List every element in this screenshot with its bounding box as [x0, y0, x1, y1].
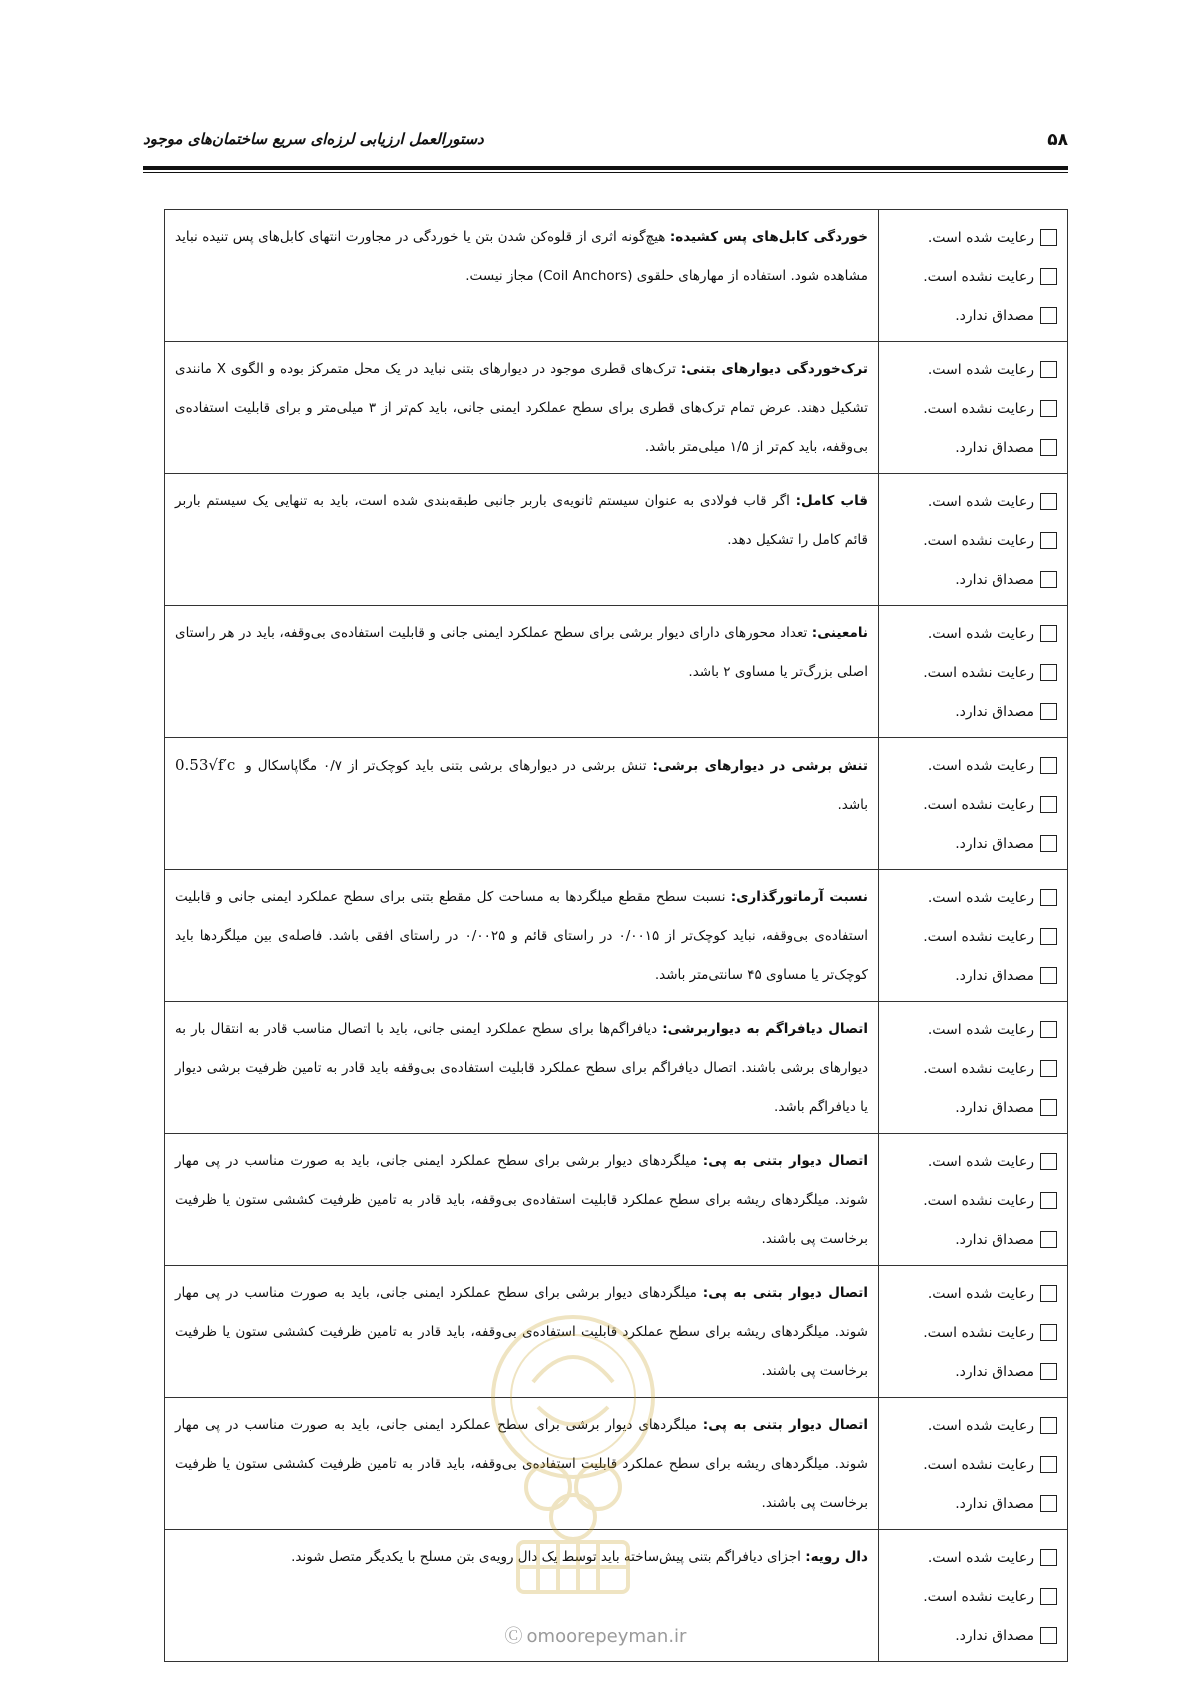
option-not-applicable[interactable]: مصداق ندارد.: [887, 296, 1057, 335]
options-cell: [879, 1398, 1068, 1530]
item-body: نسبت سطح مقطع میلگردها به مساحت کل مقطع بتنی برای سطح عملکرد ایمنی جانی و قابلیت استفاده‌ی بی‌وقفه، نباید کوچک‌تر از ۰/۰۰۱۵ در راستای قائم و ۰/۰۰۲۵ در راستای افقی باشد. فاصله‌ی بین میلگردها باید کوچک‌تر یا مساوی ۴۵ سانتی‌متر باشد.: [175, 889, 869, 983]
option-not-applicable[interactable]: مصداق ندارد.: [887, 428, 1057, 467]
item-body: اگر قاب فولادی به عنوان سیستم ثانویه‌ی باربر جانبی طبقه‌بندی شده است، باید به تنهایی یک سیستم باربر قائم کامل را تشکیل دهد.: [175, 493, 868, 548]
content-cell: [165, 342, 879, 474]
item-title: ترک‌خوردگی دیوارهای بتنی:: [680, 361, 868, 377]
option-complied[interactable]: رعایت شده است.: [887, 1142, 1057, 1181]
checkbox-icon[interactable]: [1040, 703, 1057, 720]
option-not-complied[interactable]: رعایت نشده است.: [887, 917, 1057, 956]
checklist-row: [165, 1398, 1068, 1530]
checklist-row: [165, 342, 1068, 474]
item-body: میلگردهای دیوار برشی برای سطح عملکرد ایمنی جانی، باید به صورت مناسب در پی مهار شوند. میلگردهای ریشه برای سطح عملکرد قابلیت استفاده‌ی بی‌وقفه، باید قادر به تامین ظرفیت کششی ستون یا ظرفیت برخاست پی باشند.: [175, 1285, 868, 1379]
content-cell: [165, 1002, 879, 1134]
option-not-applicable[interactable]: مصداق ندارد.: [887, 692, 1057, 731]
checklist-row: [165, 1134, 1068, 1266]
item-body: دیافراگم‌ها برای سطح عملکرد ایمنی جانی، باید با اتصال مناسب قادر به انتقال بار به دیوارهای برشی باشند. اتصال دیافراگم برای سطح عملکرد قابلیت استفاده‌ی بی‌وقفه باید قادر به تامین ظرفیت برشی دیوار یا دیافراگم باشد.: [175, 1021, 868, 1115]
checkbox-icon[interactable]: [1040, 268, 1057, 285]
option-not-complied[interactable]: رعایت نشده است.: [887, 257, 1057, 296]
content-cell: [165, 1266, 879, 1398]
item-body: تعداد محورهای دارای دیوار برشی برای سطح عملکرد ایمنی جانی و قابلیت استفاده‌ی بی‌وقفه، باید در هر راستای اصلی بزرگ‌تر یا مساوی ۲ باشد.: [175, 625, 868, 680]
option-not-complied[interactable]: رعایت نشده است.: [887, 785, 1057, 824]
option-not-complied[interactable]: رعایت نشده است.: [887, 1181, 1057, 1220]
checkbox-icon[interactable]: [1040, 1231, 1057, 1248]
checkbox-icon[interactable]: [1040, 571, 1057, 588]
footer-website-text: omoorepeyman.ir: [526, 1626, 687, 1647]
item-body: تنش برشی در دیوارهای برشی بتنی باید کوچک‌تر از ۰/۷ مگاپاسکال و: [245, 758, 653, 774]
checkbox-icon[interactable]: [1040, 889, 1057, 906]
checkbox-icon[interactable]: [1040, 757, 1057, 774]
item-title: نامعینی:: [811, 625, 868, 641]
checkbox-icon[interactable]: [1040, 1324, 1057, 1341]
checkbox-icon[interactable]: [1040, 1192, 1057, 1209]
checklist-row: [165, 870, 1068, 1002]
item-text: [175, 218, 868, 296]
checkbox-icon[interactable]: [1040, 1285, 1057, 1302]
item-title: نسبت آرماتورگذاری:: [730, 889, 868, 905]
checkbox-icon[interactable]: [1040, 1060, 1057, 1077]
item-text: [175, 350, 868, 467]
option-complied[interactable]: رعایت شده است.: [887, 482, 1057, 521]
option-complied[interactable]: رعایت شده است.: [887, 878, 1057, 917]
checkbox-icon[interactable]: [1040, 1099, 1057, 1116]
item-title: خوردگی کابل‌های پس کشیده:: [669, 229, 869, 245]
options-cell: [879, 342, 1068, 474]
checkbox-icon[interactable]: [1040, 1456, 1057, 1473]
content-cell: [165, 738, 879, 870]
header-rule-thin: [143, 172, 1068, 173]
item-text: [175, 878, 868, 995]
option-not-applicable[interactable]: مصداق ندارد.: [887, 956, 1057, 995]
option-complied[interactable]: رعایت شده است.: [887, 1538, 1057, 1577]
option-not-complied[interactable]: رعایت نشده است.: [887, 1445, 1057, 1484]
item-body: ترک‌های قطری موجود در دیوارهای بتنی نباید در یک محل متمرکز بوده و الگوی X مانندی تشکیل دهند. عرض تمام ترک‌های قطری برای سطح عملکرد ایمنی جانی، باید کم‌تر از ۳ میلی‌متر و برای قابلیت استفاده‌ی بی‌وقفه، باید کم‌تر از ۱/۵ میلی‌متر باشد.: [175, 361, 868, 455]
content-cell: [165, 1134, 879, 1266]
item-text: [175, 1406, 868, 1523]
options-cell: [879, 1266, 1068, 1398]
option-complied[interactable]: رعایت شده است.: [887, 1010, 1057, 1049]
option-not-complied[interactable]: رعایت نشده است.: [887, 1577, 1057, 1616]
option-not-applicable[interactable]: مصداق ندارد.: [887, 1220, 1057, 1259]
checkbox-icon[interactable]: [1040, 664, 1057, 681]
option-complied[interactable]: رعایت شده است.: [887, 1406, 1057, 1445]
option-complied[interactable]: رعایت شده است.: [887, 218, 1057, 257]
item-text: [175, 1142, 868, 1259]
checklist-row: [165, 606, 1068, 738]
checkbox-icon[interactable]: [1040, 967, 1057, 984]
checklist-row: [165, 1002, 1068, 1134]
checklist-row: [165, 210, 1068, 342]
item-body: هیچ‌گونه اثری از قلوه‌کن شدن بتن یا خوردگی در مجاورت انتهای کابل‌های پس تنیده نباید مشاهده شود. استفاده از مهارهای حلقوی (Coil Anchors) مجاز نیست.: [175, 229, 868, 284]
checkbox-icon[interactable]: [1040, 835, 1057, 852]
options-cell: [879, 738, 1068, 870]
checkbox-icon[interactable]: [1040, 493, 1057, 510]
item-text: [175, 1538, 868, 1577]
checkbox-icon[interactable]: [1040, 439, 1057, 456]
option-not-complied[interactable]: رعایت نشده است.: [887, 521, 1057, 560]
at-sign-icon: Ⓒ: [504, 1626, 523, 1647]
checkbox-icon[interactable]: [1040, 1417, 1057, 1434]
checklist-table: [164, 209, 1068, 1662]
page-number: ۵۸: [1047, 130, 1068, 150]
checkbox-icon[interactable]: [1040, 1363, 1057, 1380]
item-body: اجزای دیافراگم بتنی پیش‌ساخته باید توسط یک دال رویه‌ی بتن مسلح با یکدیگر متصل شوند.: [291, 1549, 806, 1565]
item-title: تنش برشی در دیوارهای برشی:: [652, 758, 869, 774]
option-not-complied[interactable]: رعایت نشده است.: [887, 1313, 1057, 1352]
checkbox-icon[interactable]: [1040, 1549, 1057, 1566]
content-cell: [165, 210, 879, 342]
option-complied[interactable]: رعایت شده است.: [887, 350, 1057, 389]
checklist-row: [165, 474, 1068, 606]
option-not-applicable[interactable]: مصداق ندارد.: [887, 1088, 1057, 1127]
item-text: [175, 482, 868, 560]
item-text: [175, 1274, 868, 1391]
item-text: [175, 746, 868, 825]
option-complied[interactable]: رعایت شده است.: [887, 614, 1057, 653]
option-complied[interactable]: رعایت شده است.: [887, 746, 1057, 785]
content-cell: [165, 606, 879, 738]
option-complied[interactable]: رعایت شده است.: [887, 1274, 1057, 1313]
item-body-end: باشد.: [837, 797, 868, 813]
options-cell: [879, 1002, 1068, 1134]
options-cell: [879, 1134, 1068, 1266]
checkbox-icon[interactable]: [1040, 229, 1057, 246]
options-cell: [879, 606, 1068, 738]
checkbox-icon[interactable]: [1040, 1588, 1057, 1605]
item-text: [175, 1010, 868, 1127]
header-rule-thick: [143, 166, 1068, 170]
checkbox-icon[interactable]: [1040, 532, 1057, 549]
content-cell: [165, 870, 879, 1002]
checklist-row: [165, 738, 1068, 870]
option-not-applicable[interactable]: مصداق ندارد.: [887, 1352, 1057, 1391]
options-cell: [879, 870, 1068, 1002]
footer-website: [0, 1622, 1191, 1648]
option-not-applicable[interactable]: مصداق ندارد.: [887, 1616, 1057, 1655]
checkbox-icon[interactable]: [1040, 1021, 1057, 1038]
checkbox-icon[interactable]: [1040, 928, 1057, 945]
checkbox-icon[interactable]: [1040, 1153, 1057, 1170]
checkbox-icon[interactable]: [1040, 625, 1057, 642]
options-cell: [879, 210, 1068, 342]
checkbox-icon[interactable]: [1040, 400, 1057, 417]
content-cell: [165, 1398, 879, 1530]
item-title: اتصال دیوار بتنی به پی:: [702, 1285, 868, 1301]
item-title: دال رویه:: [805, 1549, 868, 1565]
formula: 0.53√f′c: [175, 756, 236, 774]
option-not-applicable[interactable]: مصداق ندارد.: [887, 1484, 1057, 1523]
checkbox-icon[interactable]: [1040, 361, 1057, 378]
item-body: میلگردهای دیوار برشی برای سطح عملکرد ایمنی جانی، باید به صورت مناسب در پی مهار شوند. میلگردهای ریشه برای سطح عملکرد قابلیت استفاده‌ی بی‌وقفه، باید قادر به تامین ظرفیت کششی ستون یا ظرفیت برخاست پی باشند.: [175, 1153, 868, 1247]
item-text: [175, 614, 868, 692]
option-not-applicable[interactable]: مصداق ندارد.: [887, 824, 1057, 863]
option-not-complied[interactable]: رعایت نشده است.: [887, 653, 1057, 692]
options-cell: [879, 474, 1068, 606]
item-title: اتصال دیافراگم به دیواربرشی:: [662, 1021, 868, 1037]
checkbox-icon[interactable]: [1040, 307, 1057, 324]
item-title: اتصال دیوار بتنی به پی:: [702, 1153, 868, 1169]
item-title: اتصال دیوار بتنی به پی:: [702, 1417, 868, 1433]
checklist-row: [165, 1266, 1068, 1398]
option-not-applicable[interactable]: مصداق ندارد.: [887, 560, 1057, 599]
checkbox-icon[interactable]: [1040, 1495, 1057, 1512]
checkbox-icon[interactable]: [1040, 796, 1057, 813]
item-title: قاب کامل:: [795, 493, 868, 509]
option-not-complied[interactable]: رعایت نشده است.: [887, 389, 1057, 428]
option-not-complied[interactable]: رعایت نشده است.: [887, 1049, 1057, 1088]
page-header: [143, 126, 1068, 156]
item-body: میلگردهای دیوار برشی برای سطح عملکرد ایمنی جانی، باید به صورت مناسب در پی مهار شوند. میلگردهای ریشه برای سطح عملکرد قابلیت استفاده‌ی بی‌وقفه، باید قادر به تامین ظرفیت کششی ستون یا ظرفیت برخاست پی باشند.: [175, 1417, 868, 1511]
running-title: دستورالعمل ارزیابی لرزه‌ای سریع ساختمان‌های موجود: [143, 130, 484, 148]
content-cell: [165, 474, 879, 606]
